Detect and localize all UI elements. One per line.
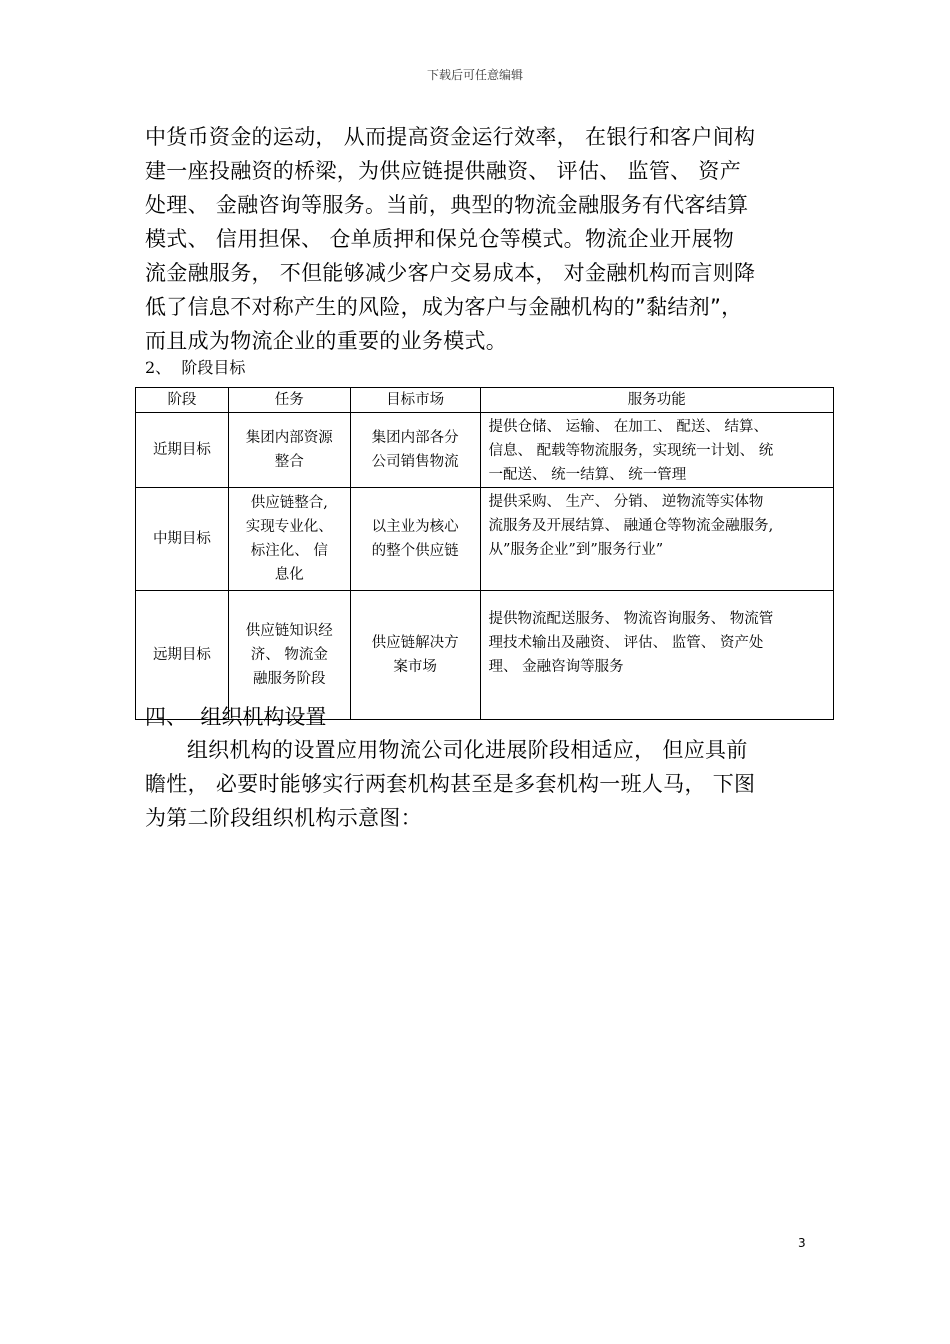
paragraph-line: 中货币资金的运动， 从而提高资金运行效率， 在银行和客户间构 <box>145 125 756 149</box>
cell-line: 的整个供应链 <box>371 543 459 559</box>
cell-task <box>228 488 350 591</box>
cell-line: 供应链解决方 <box>371 635 459 651</box>
paragraph-line: 流金融服务， 不但能够减少客户交易成本， 对金融机构而言则降 <box>145 261 756 285</box>
cell-line: 标注化、 信 <box>250 543 328 559</box>
header-stage: 阶段 <box>136 388 229 413</box>
cell-line: 融服务阶段 <box>253 671 326 687</box>
cell-stage: 中期目标 <box>136 488 229 591</box>
cell-line: 集团内部资源 <box>245 430 333 446</box>
cell-market <box>350 488 480 591</box>
cell-line: 息化 <box>274 567 304 583</box>
header-task: 任务 <box>228 388 350 413</box>
cell-line: 流服务及开展结算、 融通仓等物流金融服务, <box>488 518 774 534</box>
paragraph-line: 处理、 金融咨询等服务。当前，典型的物流金融服务有代客结算 <box>145 193 749 217</box>
cell-line: 提供采购、 生产、 分销、 逆物流等实体物 <box>488 494 764 510</box>
paragraph-line: 组织机构的设置应用物流公司化进展阶段相适应， 但应具前 <box>145 738 748 762</box>
table-row <box>136 488 834 591</box>
paragraph-line: 模式、 信用担保、 仓单质押和保兑仓等模式。物流企业开展物 <box>145 227 735 251</box>
stage-goals-heading: 2、 阶段目标 <box>145 358 246 377</box>
cell-line: 从”服务企业”到”服务行业” <box>488 542 664 558</box>
paragraph-line: 为第二阶段组织机构示意图： <box>145 806 422 830</box>
cell-line: 理、 金融咨询等服务 <box>488 659 624 675</box>
cell-line: 提供仓储、 运输、 在加工、 配送、 结算、 <box>488 419 768 435</box>
cell-service <box>480 413 833 488</box>
cell-market <box>350 413 480 488</box>
cell-line: 案市场 <box>393 659 437 675</box>
cell-line: 提供物流配送服务、 物流咨询服务、 物流管 <box>488 611 774 627</box>
cell-line: 实现专业化、 <box>245 519 333 535</box>
cell-line: 信息、 配载等物流服务，实现统一计划、 统 <box>488 443 774 459</box>
page-number: 3 <box>798 1236 806 1250</box>
cell-line: 以主业为核心 <box>371 519 459 535</box>
table-header-row <box>136 388 834 413</box>
body-paragraph-1 <box>145 120 813 358</box>
body-paragraph-2 <box>145 733 813 835</box>
cell-line: 一配送、 统一结算、 统一管理 <box>488 467 687 483</box>
cell-service <box>480 488 833 591</box>
cell-line: 集团内部各分 <box>371 430 459 446</box>
cell-line: 供应链整合, <box>250 495 328 511</box>
cell-service <box>480 591 833 720</box>
header-service: 服务功能 <box>480 388 833 413</box>
paragraph-line: 而且成为物流企业的重要的业务模式。 <box>145 329 508 353</box>
cell-line: 济、 物流金 <box>250 647 328 663</box>
table-row <box>136 413 834 488</box>
page-header: 下载后可任意编辑 <box>426 68 523 82</box>
cell-line: 供应链知识经 <box>245 623 333 639</box>
paragraph-line: 瞻性， 必要时能够实行两套机构甚至是多套机构一班人马， 下图 <box>145 772 756 796</box>
paragraph-line: 低了信息不对称产生的风险，成为客户与金融机构的”黏结剂”， <box>145 295 743 319</box>
cell-line: 公司销售物流 <box>371 454 459 470</box>
stage-goals-table <box>135 387 834 720</box>
cell-line: 整合 <box>274 454 304 470</box>
cell-stage: 近期目标 <box>136 413 229 488</box>
cell-stage: 远期目标 <box>136 591 229 720</box>
cell-market <box>350 591 480 720</box>
section-title: 四、 组织机构设置 <box>145 705 327 729</box>
header-market: 目标市场 <box>350 388 480 413</box>
cell-task <box>228 413 350 488</box>
cell-line: 理技术输出及融资、 评估、 监管、 资产处 <box>488 635 764 651</box>
paragraph-line: 建一座投融资的桥梁，为供应链提供融资、 评估、 监管、 资产 <box>145 159 742 183</box>
